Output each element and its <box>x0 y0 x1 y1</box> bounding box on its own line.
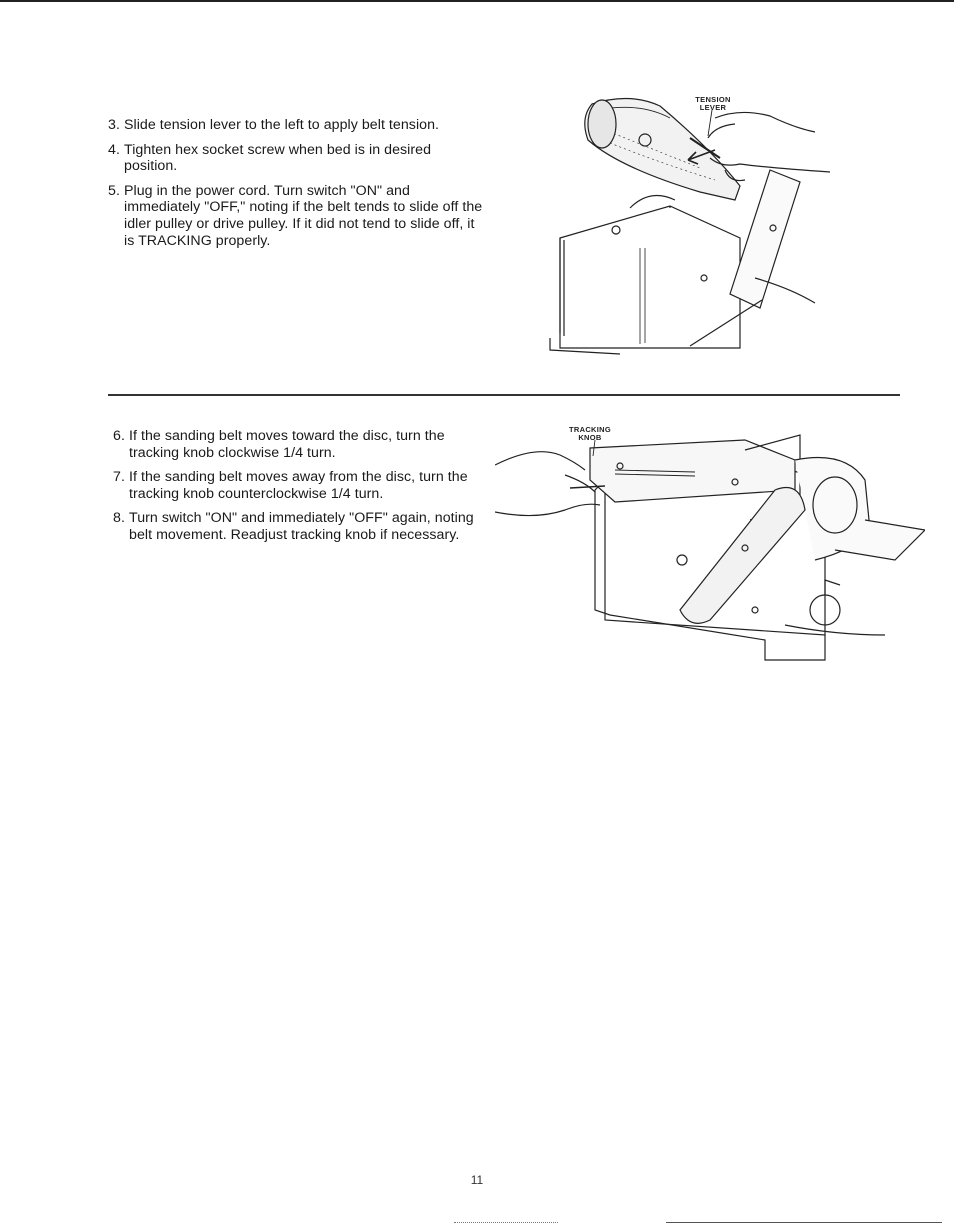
step-text: If the sanding belt moves away from the disc, turn the tracking knob counterclockwise 1/4 turn. <box>129 469 468 502</box>
tracking-label-line2: KNOB <box>578 433 602 442</box>
step-item <box>108 142 488 175</box>
tracking-knob-illustration <box>495 420 925 665</box>
instruction-list-tension <box>108 117 488 257</box>
bottom-scan-line <box>454 1222 558 1224</box>
step-item <box>108 117 488 134</box>
step-text: Tighten hex socket screw when bed is in desired position. <box>124 141 432 175</box>
step-number: 8. <box>113 510 125 527</box>
step-item <box>113 469 493 502</box>
tracking-knob-label <box>560 426 620 442</box>
step-item <box>113 510 493 543</box>
step-number: 7. <box>113 469 125 486</box>
tracking-label-line1: TRACKING <box>569 425 611 434</box>
step-number: 5. <box>108 182 120 199</box>
step-number: 3. <box>108 117 120 133</box>
step-text: Slide tension lever to the left to apply belt tension. <box>124 117 440 133</box>
instruction-list-tracking <box>113 428 493 552</box>
tension-lever-illustration <box>540 88 830 360</box>
bottom-scan-line <box>666 1222 942 1224</box>
step-text: Turn switch "ON" and immediately "OFF" again, noting belt movement. Readjust tracking knob if necessary. <box>129 510 474 543</box>
page-number: 11 <box>470 1173 484 1187</box>
step-number: 6. <box>113 428 125 444</box>
tension-label-line2: LEVER <box>699 103 727 112</box>
step-number: 4. <box>108 141 120 158</box>
step-text: Plug in the power cord. Turn switch "ON" and immediately "OFF," noting if the belt tends to slide off the idler pulley or drive pulley. If it did not tend to slide off, it is TRACKING properly. <box>124 182 483 249</box>
tension-label-line1: TENSION <box>695 95 731 104</box>
tension-lever-label <box>690 96 736 112</box>
step-text: If the sanding belt moves toward the disc, turn the tracking knob clockwise 1/4 turn. <box>129 428 445 461</box>
step-item <box>113 428 493 461</box>
step-item <box>108 183 488 249</box>
top-border-rule <box>0 0 954 2</box>
section-divider <box>108 394 900 396</box>
